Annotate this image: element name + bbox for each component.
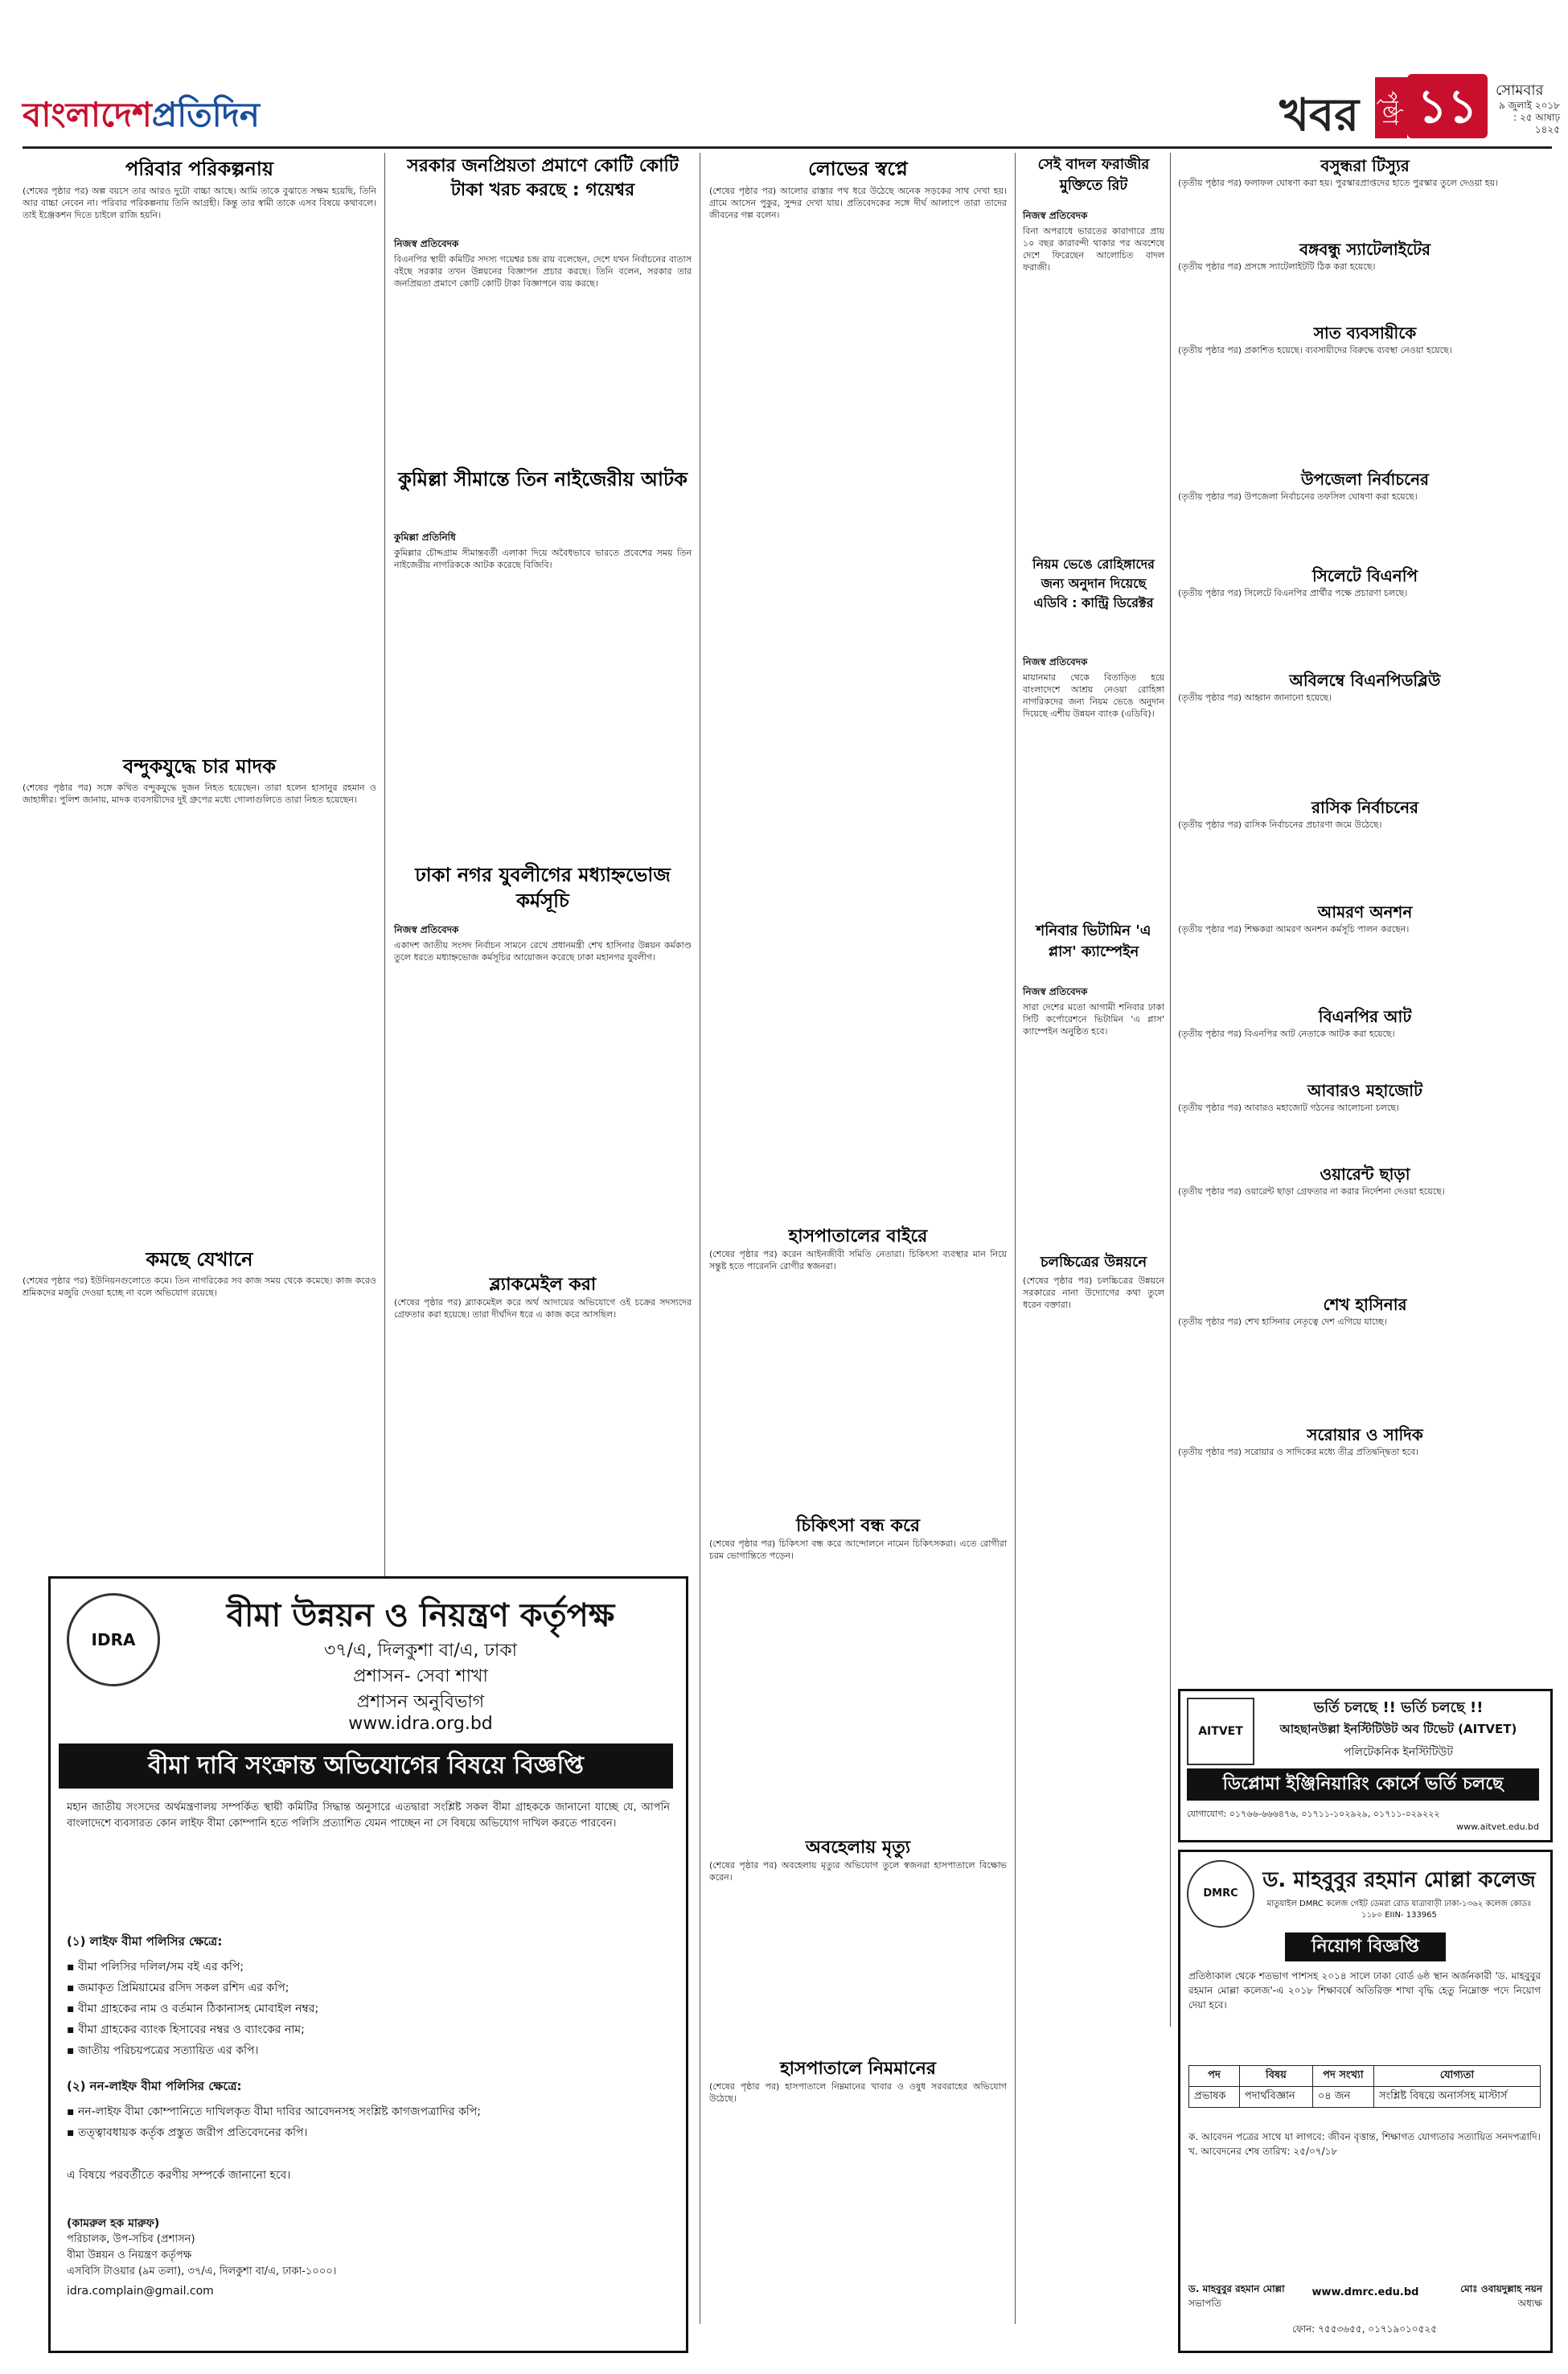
ad-top: ভর্তি চলছে !! ভর্তি চলছে !!: [1313, 1699, 1484, 1716]
headline: বিএনপির আট: [1318, 1007, 1412, 1026]
aitvet-logo: AITVET: [1187, 1698, 1254, 1765]
table-cell: ০৪ জন: [1312, 2087, 1373, 2108]
article-body: (শেষের পৃষ্ঠার পর) আলোর রাস্তার পথ ধরে উঠেছে অনেক সড়কের সাথ দেখা হয়। গ্রামে আসেন পুকুর, সুন্দর দেখা যায়। প্রতিবেদকের সঙ্গে দীর্ঘ আলাপে তারা তাদের জীবনের গল্প বলেন।: [709, 186, 1007, 220]
ad-signer: (কামরুল হক মারুফ): [67, 2217, 160, 2230]
article-body: (তৃতীয় পৃষ্ঠার পর) বিএনপির আট নেতাকে আটক করা হয়েছে।: [1178, 1029, 1395, 1039]
article-body: (তৃতীয় পৃষ্ঠার পর) ওয়ারেন্ট ছাড়া গ্রেফতার না করার নির্দেশনা দেওয়া হয়েছে।: [1178, 1186, 1445, 1197]
ad-intro: মহান জাতীয় সংসদের অর্থমন্ত্রণালয় সম্পর্কিত স্থায়ী কমিটির সিদ্ধান্ত অনুসারে এতদ্বারা সংশ্লিষ্ট সকল বীমা গ্রাহককে জানানো যাচ্ছে যে, আপনি বাংলাদেশে ব্যবসারত কোন লাইফ বীমা কোম্পানি হতে পলিসি প্রত্যাশিত যেমন পাচ্ছেন না সে বিষয়ে অভিযোগ দাখিল করতে পারবেন।: [67, 1801, 670, 1830]
ad-intro: প্রতিষ্ঠাকাল থেকে শতভাগ পাশসহ ২০১৪ সালে ঢাকা বোর্ড ৬ষ্ঠ স্থান অর্জনকারী 'ড. মাহবুবুর রহমান মোল্লা কলেজ'-এ ২০১৮ শিক্ষাবর্ষে অতিরিক্ত শাখা বৃদ্ধি হেতু নিম্নোক্ত পদে নিয়োগ দেয়া হবে।: [1188, 1970, 1541, 2011]
ad-website[interactable]: www.idra.org.bd: [348, 1714, 493, 1734]
ad-section-nonlife: (২) নন-লাইফ বীমা পলিসির ক্ষেত্রে:: [67, 2079, 242, 2093]
byline: নিজস্ব প্রতিবেদক: [1023, 210, 1088, 221]
article-body: কুমিল্লার চৌদ্দগ্রাম সীমান্তবর্তী এলাকা দিয়ে অবৈধভাবে ভারতে প্রবেশের সময় তিন নাইজেরীয় নাগরিককে আটক করেছে বিজিবি।: [394, 548, 692, 570]
date: ৯ জুলাই ২০১৮ : ২৫ আষাঢ় ১৪২৫: [1499, 100, 1560, 135]
ad-principal: মোঃ ওবায়দুল্লাহ নয়ন: [1460, 2283, 1542, 2294]
article-body: মায়ানমার থেকে বিতাড়িত হয়ে বাংলাদেশে আশ্রয় নেওয়া রোহিঙ্গা নাগরিকদের জন্য নিয়ম ভেঙে অনুদান দিয়েছে এশীয় উন্নয়ন ব্যাংক (এডিবি)।: [1023, 672, 1164, 719]
headline: সরোয়ার ও সাদিক: [1307, 1425, 1423, 1444]
headline: সাত ব্যবসায়ীকে: [1313, 323, 1417, 343]
list-item: ▪ বীমা পলিসির দলিল/সম বই এর কপি;: [67, 1961, 244, 1974]
table-header: পদ সংখ্যা: [1312, 2066, 1373, 2087]
ad-dept: প্রশাসন- সেবা শাখা: [353, 1666, 488, 1686]
column-rule: [384, 153, 385, 1697]
list-item-text: নন-লাইফ বীমা কোম্পানিতে দাখিলকৃত বীমা দাবির আবেদনসহ সংশ্লিষ্ট কাগজপত্রাদির কপি;: [77, 2105, 481, 2118]
ad-aitvet: [1178, 1689, 1553, 1842]
page-label: পৃষ্ঠা: [1375, 77, 1407, 138]
headline: লোভের স্বপ্নে: [808, 158, 908, 180]
ad-closing: এ বিষয়ে পরবর্তীতে করণীয় সম্পর্কে জানানো হবে।: [67, 2169, 291, 2182]
ad-footer: ক. আবেদন পত্রের সাথে যা লাগবে: জীবন বৃত্তান্ত, শিক্ষাগত যোগ্যতার সত্যায়িত সনদপত্রাদি। খ. আবেদনের শেষ তারিখ: ২৫/০৭/১৮: [1188, 2131, 1541, 2157]
headline: পরিবার পরিকল্পনায়: [125, 158, 273, 180]
table-header: বিষয়: [1239, 2066, 1312, 2087]
headline: শেখ হাসিনার: [1323, 1295, 1407, 1314]
idra-logo: IDRA: [67, 1593, 160, 1686]
byline: নিজস্ব প্রতিবেদক: [394, 924, 459, 935]
ad-signer-org: বীমা উন্নয়ন ও নিয়ন্ত্রণ কর্তৃপক্ষ: [67, 2249, 192, 2261]
list-item-text: বীমা গ্রাহকের নাম ও বর্তমান ঠিকানাসহ মোবাইল নম্বর;: [77, 2002, 319, 2015]
article-body: (তৃতীয় পৃষ্ঠার পর) আবারও মহাজোট গঠনের আলোচনা চলছে।: [1178, 1103, 1400, 1113]
headline: ওয়ারেন্ট ছাড়া: [1320, 1164, 1410, 1184]
article-body: (তৃতীয় পৃষ্ঠার পর) রাসিক নির্বাচনের প্রচারণা জমে উঠেছে।: [1178, 819, 1382, 830]
list-item: ▪ জাতীয় পরিচয়পত্রের সত্যায়িত এর কপি।: [67, 2044, 259, 2057]
article-body: (তৃতীয় পৃষ্ঠার পর) শেখ হাসিনার নেতৃত্বে দেশ এগিয়ে যাচ্ছে।: [1178, 1316, 1387, 1327]
article-body: (শেষের পৃষ্ঠার পর) অবহেলায় মৃত্যুর অভিযোগ তুলে স্বজনরা হাসপাতালে বিক্ষোভ করেন।: [709, 1860, 1007, 1883]
headline: হাসপাতালের বাইরে: [788, 1226, 928, 1247]
ad-signer: ড. মাহবুবুর রহমান মোল্লা: [1188, 2283, 1285, 2294]
article-body: (তৃতীয় পৃষ্ঠার পর) ফলাফল ঘোষণা করা হয়। পুরস্কারপ্রাপ্তদের হাতে পুরস্কার তুলে দেওয়া হয়।: [1178, 178, 1498, 188]
article-body: (তৃতীয় পৃষ্ঠার পর) আহ্বান জানানো হয়েছে।: [1178, 692, 1332, 703]
list-item: ▪ জমাকৃত প্রিমিয়ামের রসিদ সকল রশিদ এর কপি;: [67, 1982, 289, 1994]
list-item-text: বীমা গ্রাহকের ব্যাংক হিসাবের নম্বর ও ব্যাংকের নাম;: [77, 2023, 305, 2036]
article-body: (শেষের পৃষ্ঠার পর) করেন আইনজীবী সমিতি নেতারা। চিকিৎসা ব্যবস্থার মান নিয়ে সন্তুষ্ট হতে পারেননি রোগীর স্বজনরা।: [709, 1249, 1007, 1271]
article-body: (তৃতীয় পৃষ্ঠার পর) সিলেটে বিএনপির প্রার্থীর পক্ষে প্রচারণা চলছে।: [1178, 588, 1408, 598]
column-rule: [1015, 153, 1016, 2324]
headline: বন্দুকযুদ্ধে চার মাদক: [123, 755, 276, 778]
article-body: (শেষের পৃষ্ঠার পর) অল্প বয়সে তার আরও দুটো বাচ্চা আছে। আমি তাকে বুঝাতে সক্ষম হয়েছি, তিনি আর বাচ্চা নেবেন না। পরিবার পরিকল্পনায় তিনি আগ্রহী। কিন্তু তার স্বামী তাকে এসব বিষয়ে কথাবলে। তাই ইঞ্জেকশন দিতে চাইলে রাজি হয়নি।: [23, 186, 376, 220]
ad-phone: যোগাযোগ: ০১৭৬৬-৬৬৬৪৭৬, ০১৭১১-১০২৯২৯, ০১৭১১-০২৯২২২: [1187, 1809, 1440, 1819]
ad-website[interactable]: www.aitvet.edu.bd: [1456, 1822, 1539, 1832]
article-body: (তৃতীয় পৃষ্ঠার পর) শিক্ষকরা আমরণ অনশন কর্মসূচি পালন করছেন।: [1178, 924, 1410, 934]
article-body: (শেষের পৃষ্ঠার পর) ব্ল্যাকমেইল করে অর্থ আদায়ের অভিযোগে ওই চক্রের সদস্যদের গ্রেফতার করা হয়েছে। তারা দীর্ঘদিন ধরে এ কাজ করে আসছিল।: [394, 1297, 692, 1320]
headline: কমছে যেখানে: [146, 1248, 253, 1271]
life-requirements: [67, 1957, 670, 2061]
ad-address: ৩৭/এ, দিলকুশা বা/এ, ঢাকা: [323, 1641, 518, 1661]
headline: রাসিক নির্বাচনের: [1311, 798, 1419, 817]
headline: বসুন্ধরা টিস্যুর: [1320, 156, 1410, 175]
headline: সিলেটে বিএনপি: [1311, 566, 1418, 585]
ad-banner: বীমা দাবি সংক্রান্ত অভিযোগের বিষয়ে বিজ্ঞপ্তি: [59, 1744, 673, 1789]
ad-section-life: (১) লাইফ বীমা পলিসির ক্ষেত্রে:: [67, 1934, 223, 1949]
logo-part1: বাংলাদেশ: [23, 95, 152, 134]
ad-dmrc: [1178, 1850, 1553, 2353]
headline: চলচ্চিত্রের উন্নয়নে: [1040, 1254, 1147, 1271]
headline: ঢাকা নগর যুবলীগের মধ্যাহ্নভোজ কর্মসূচি: [415, 864, 671, 912]
table-header: যোগ্যতা: [1373, 2066, 1540, 2087]
headline: উপজেলা নির্বাচনের: [1300, 470, 1430, 489]
article-body: বিনা অপরাধে ভারতের কারাগারে প্রায় ১০ বছর কারাবন্দী থাকার পর অবশেষে দেশে ফিরেছেন আলোচিত বাদল ফরাজী।: [1023, 226, 1164, 273]
ad-banner: ডিপ্লোমা ইঞ্জিনিয়ারিং কোর্সে ভর্তি চলছে: [1187, 1768, 1539, 1801]
headline: সরকার জনপ্রিয়তা প্রমাণে কোটি কোটি টাকা খরচ করছে : গয়েশ্বর: [407, 156, 679, 200]
section-title: খবর: [1279, 89, 1359, 142]
ad-title: বীমা উন্নয়ন ও নিয়ন্ত্রণ কর্তৃপক্ষ: [226, 1597, 615, 1634]
byline: কুমিল্লা প্রতিনিধি: [394, 532, 456, 543]
ad-signer-title: পরিচালক, উপ-সচিব (প্রশাসন): [67, 2233, 195, 2245]
article-body: (শেষের পৃষ্ঠার পর) চিকিৎসা বন্ধ করে আন্দোলনে নামেন চিকিৎসকরা। এতে রোগীরা চরম ভোগান্তিতে পড়েন।: [709, 1538, 1007, 1561]
list-item: ▪ তত্ত্বাবধায়ক কর্তৃক প্রস্তুত জরীপ প্রতিবেদনের কপি।: [67, 2126, 308, 2139]
ad-signer-address: এসবিসি টাওয়ার (৯ম তলা), ৩৭/এ, দিলকুশা বা/এ, ঢাকা-১০০০।: [67, 2265, 337, 2277]
headline: অবিলম্বে বিএনপিডব্লিউ: [1289, 671, 1441, 690]
table-cell: পদার্থবিজ্ঞান: [1239, 2087, 1312, 2108]
article-body: (শেষের পৃষ্ঠার পর) হাসপাতালে নিম্নমানের খাবার ও ওষুধ সরবরাহের অভিযোগ উঠেছে।: [709, 2081, 1007, 2104]
ad-phone: ফোন: ৭৫৫৩৬৫৫, ০১৭১৯০১০৫২৫: [1291, 2323, 1438, 2335]
ad-banner: নিয়োগ বিজ্ঞপ্তি: [1285, 1932, 1446, 1961]
headline: আমরণ অনশন: [1317, 902, 1413, 922]
article-body: (শেষের পৃষ্ঠার পর) সঙ্গে কথিত বন্দুকযুদ্ধে দুজন নিহত হয়েছেন। তারা হলেন হাসানুর রহমান ও জাহাঙ্গীর। পুলিশ জানায়, মাদক ব্যবসায়ীদের দুই গ্রুপের মধ্যে গোলাগুলিতে তারা নিহত হয়েছেন।: [23, 782, 376, 805]
nonlife-requirements: [67, 2101, 670, 2143]
ad-principal-title: অধ্যক্ষ: [1517, 2298, 1542, 2309]
ad-email[interactable]: idra.complain@gmail.com: [67, 2285, 214, 2298]
ad-subdept: প্রশাসন অনুবিভাগ: [356, 1692, 485, 1712]
ad-website[interactable]: www.dmrc.edu.bd: [1311, 2286, 1419, 2298]
article-body: বিএনপির স্থায়ী কমিটির সদস্য গয়েশ্বর চন্দ্র রায় বলেছেন, দেশে যখন নির্বাচনের বাতাস বইছে সরকার তখন উন্নয়নের বিজ্ঞাপন প্রচার করছে। তিনি বলেন, সরকার তার জনপ্রিয়তা প্রমাণে কোটি কোটি টাকা বিজ্ঞাপনে ব্যয় করছে।: [394, 254, 692, 289]
list-item-text: জমাকৃত প্রিমিয়ামের রসিদ সকল রশিদ এর কপি;: [77, 1982, 289, 1994]
ad-title: ড. মাহবুবুর রহমান মোল্লা কলেজ: [1262, 1868, 1536, 1892]
column-rule: [1170, 153, 1171, 2027]
article-body: (তৃতীয় পৃষ্ঠার পর) প্রকাশিত হয়েছে। ব্যবসায়ীদের বিরুদ্ধে ব্যবস্থা নেওয়া হয়েছে।: [1178, 345, 1452, 355]
table-cell: সংশ্লিষ্ট বিষয়ে অনার্সসহ মাস্টার্স: [1373, 2087, 1540, 2108]
headline: হাসপাতালে নিমমানের: [780, 2059, 936, 2079]
logo-part2: প্রতিদিন: [151, 95, 260, 134]
ad-signer-title: সভাপতি: [1188, 2298, 1221, 2309]
vacancy-table: [1188, 2065, 1541, 2108]
article-body: (শেষের পৃষ্ঠার পর) চলচ্চিত্রের উন্নয়নে সরকারের নানা উদ্যোগের কথা তুলে ধরেন বক্তারা।: [1023, 1275, 1164, 1310]
ad-address: মাতুয়াইল DMRC কলেজ গেইট ডেমরা রোড যাত্রাবাড়ী ঢাকা-১৩৬২ কলেজ কোডঃ ১১৮০ EIIN- 133965: [1266, 1900, 1532, 1920]
ad-sub: পলিটেকনিক ইনস্টিটিউট: [1343, 1746, 1454, 1759]
page-number: ১১: [1407, 74, 1488, 138]
ad-name: আহছানউল্লা ইনস্টিটিউট অব টিভেট (AITVET): [1279, 1722, 1517, 1736]
list-item: ▪ নন-লাইফ বীমা কোম্পানিতে দাখিলকৃত বীমা দাবির আবেদনসহ সংশ্লিষ্ট কাগজপত্রাদির কপি;: [67, 2105, 481, 2118]
newspaper-logo: [23, 88, 260, 146]
byline: নিজস্ব প্রতিবেদক: [1023, 986, 1088, 997]
weekday: সোমবার: [1496, 82, 1544, 99]
table-cell: প্রভাষক: [1189, 2087, 1240, 2108]
article-body: (তৃতীয় পৃষ্ঠার পর) প্রসঙ্গে স্যাটেলাইটটি ঠিক করা হয়েছে।: [1178, 261, 1376, 272]
headline: ব্ল্যাকমেইল করা: [489, 1275, 597, 1295]
ad-idra: [48, 1576, 688, 2353]
byline: নিজস্ব প্রতিবেদক: [1023, 656, 1088, 667]
headline: বঙ্গবন্ধু স্যাটেলাইটের: [1299, 240, 1431, 259]
dmrc-logo: DMRC: [1187, 1860, 1254, 1928]
article-body: (শেষের পৃষ্ঠার পর) ইউনিয়নগুলোতে কমে। তিন নাগরিকের সব কাজ সময় থেকে কমেছে। কাজ করেও শ্রমিকদের মজুরি দেওয়া হচ্ছে না বলে অভিযোগ রয়েছে।: [23, 1275, 376, 1298]
headline: সেই বাদল ফরাজীর মুক্তিতে রিট: [1037, 156, 1150, 194]
table-header-row: [1189, 2066, 1541, 2087]
article-body: সারা দেশের মতো আগামী শনিবার ঢাকা সিটি কর্পোরেশনে ভিটামিন 'এ প্লাস' ক্যাম্পেইন অনুষ্ঠিত হবে।: [1023, 1002, 1164, 1037]
masthead-rule: [23, 146, 1552, 149]
byline: নিজস্ব প্রতিবেদক: [394, 238, 459, 249]
headline: নিয়ম ভেঙে রোহিঙ্গাদের জন্য অনুদান দিয়েছে এডিবি : কান্ট্রি ডিরেক্টর: [1032, 557, 1155, 610]
list-item-text: বীমা পলিসির দলিল/সম বই এর কপি;: [77, 1961, 244, 1974]
headline: চিকিৎসা বন্ধ করে: [796, 1516, 920, 1536]
article-body: একাদশ জাতীয় সংসদ নির্বাচন সামনে রেখে প্রধানমন্ত্রী শেখ হাসিনার উন্নয়ন কর্মকাণ্ড তুলে ধরতে মধ্যাহ্নভোজ কর্মসূচির আয়োজন করেছে ঢাকা মহানগর যুবলীগ।: [394, 940, 692, 963]
list-item: ▪ বীমা গ্রাহকের নাম ও বর্তমান ঠিকানাসহ মোবাইল নম্বর;: [67, 2002, 319, 2015]
article-body: (তৃতীয় পৃষ্ঠার পর) উপজেলা নির্বাচনের তফসিল ঘোষণা করা হয়েছে।: [1178, 491, 1418, 502]
headline: কুমিল্লা সীমান্তে তিন নাইজেরীয় আটক: [398, 468, 688, 491]
headline: শনিবার ভিটামিন 'এ প্লাস' ক্যাম্পেইন: [1036, 922, 1151, 960]
list-item-text: তত্ত্বাবধায়ক কর্তৃক প্রস্তুত জরীপ প্রতিবেদনের কপি।: [77, 2126, 308, 2139]
headline: আবারও মহাজোট: [1307, 1081, 1422, 1100]
table-row: [1189, 2087, 1541, 2108]
table-header: পদ: [1189, 2066, 1240, 2087]
headline: অবহেলায় মৃত্যু: [805, 1838, 911, 1858]
list-item: ▪ বীমা গ্রাহকের ব্যাংক হিসাবের নম্বর ও ব্যাংকের নাম;: [67, 2023, 305, 2036]
list-item-text: জাতীয় পরিচয়পত্রের সত্যায়িত এর কপি।: [77, 2044, 259, 2057]
article-body: (তৃতীয় পৃষ্ঠার পর) সরোয়ার ও সাদিকের মধ্যে তীব্র প্রতিদ্বন্দ্বিতা হবে।: [1178, 1447, 1419, 1457]
